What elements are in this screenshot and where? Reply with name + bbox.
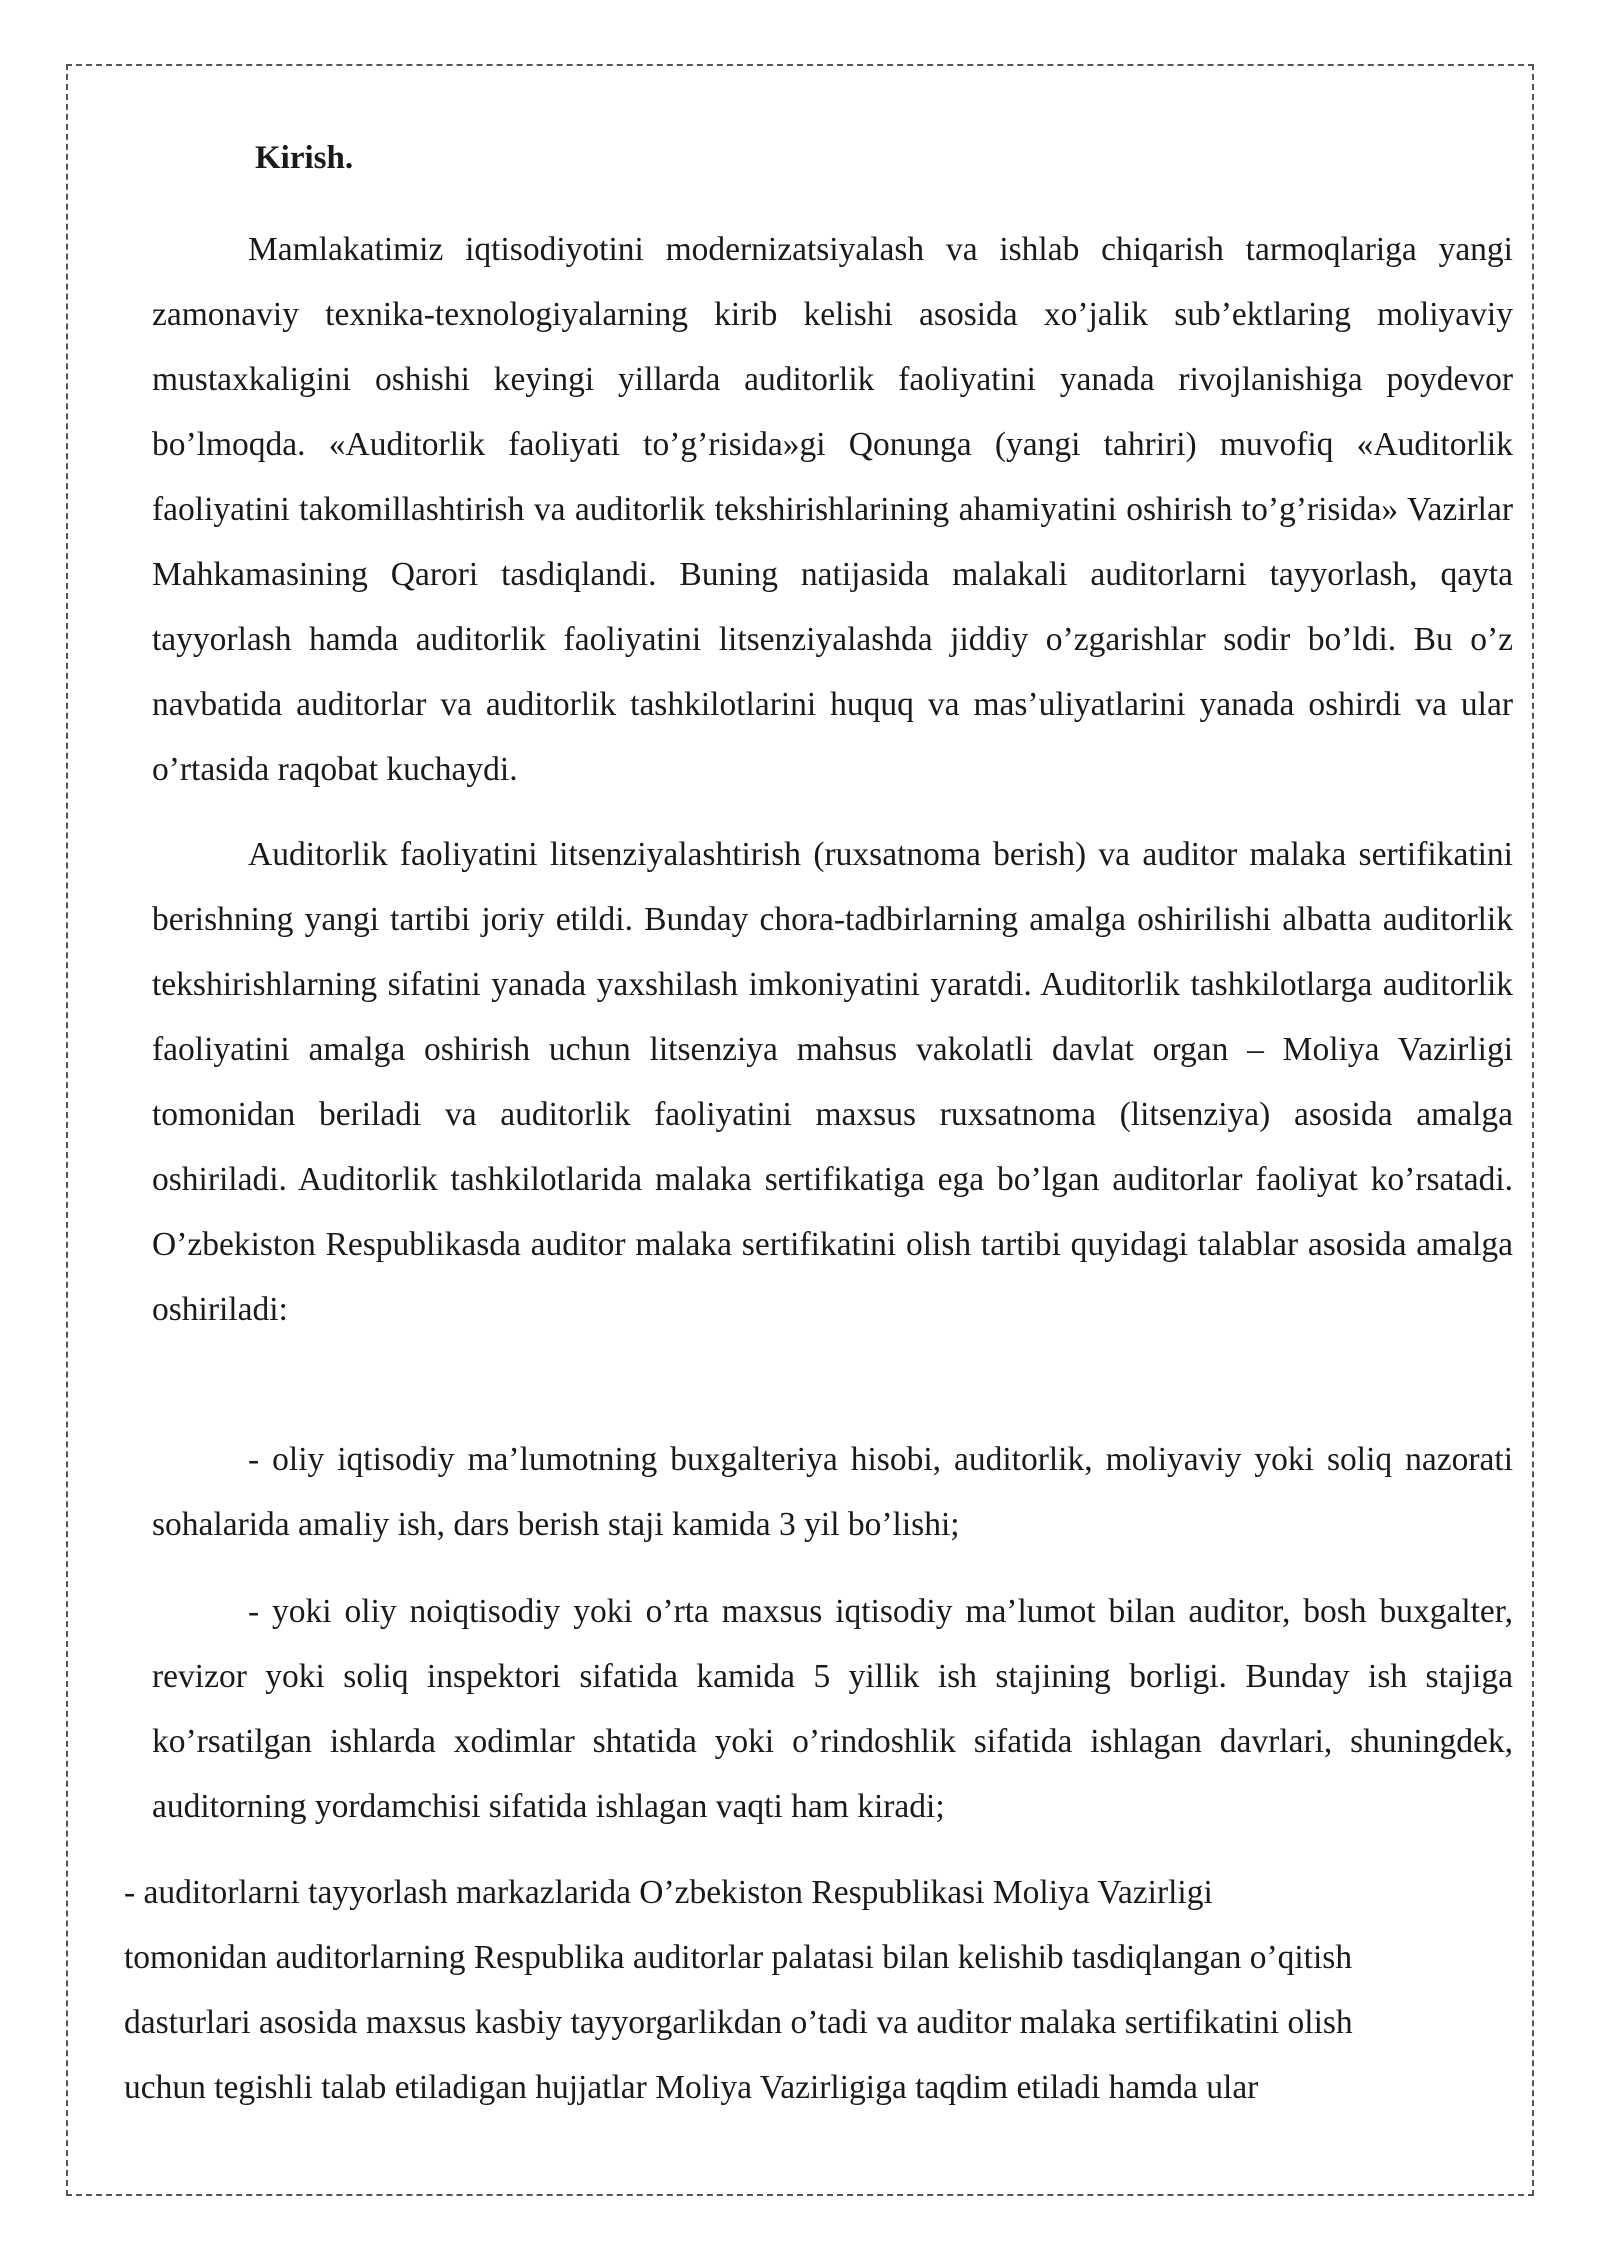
section-heading: Kirish. (255, 140, 354, 176)
text-line: dasturlari asosida maxsus kasbiy tayyorgarlikdan o’tadi va auditor malaka sertifikatini olish (124, 2004, 1353, 2041)
paragraph-requirement-1: - oliy iqtisodiy ma’lumotning buxgalteriya hisobi, auditorlik, moliyaviy yoki soliq nazorati sohalarida amaliy ish, dars berish staji kamida 3 yil bo’lishi; (152, 1441, 1513, 1543)
paragraph-introduction: Mamlakatimiz iqtisodiyotini modernizatsiyalash va ishlab chiqarish tarmoqlariga yangi zamonaviy texnika-texnologiyalarning kirib kelishi asosida xo’jalik sub’ektlaring moliyaviy mustaxkaligini oshishi keyingi yillarda auditorlik faoliyatini yanada rivojlanishiga poydevor bo’lmoqda. «Auditorlik faoliyati to’g’risida»gi Qonunga (yangi tahriri) muvofiq «Auditorlik faoliyatini takomillashtirish va auditorlik tekshirishlarining ahamiyatini oshirish to’g’risida» Vazirlar Mahkamasining Qarori tasdiqlandi. Buning natijasida malakali auditorlarni tayyorlash, qayta tayyorlash hamda auditorlik faoliyatini litsenziyalashda jiddiy o’zgarishlar sodir bo’ldi. Bu o’z navbatida auditorlar va auditorlik tashkilotlarini huquq va mas’uliyatlarini yanada oshirdi va ular o’rtasida raqobat kuchaydi. (152, 231, 1513, 788)
paragraph-requirement-3 (124, 1860, 1524, 2120)
text-line: - auditorlarni tayyorlash markazlarida O’zbekiston Respublikasi Moliya Vazirligi (124, 1874, 1213, 1911)
text-line: uchun tegishli talab etiladigan hujjatlar Moliya Vazirligiga taqdim etiladi hamda ular (124, 2069, 1259, 2106)
text-line: tomonidan auditorlarning Respublika auditorlar palatasi bilan kelishib tasdiqlangan o’qitish (124, 1939, 1353, 1976)
paragraph-requirement-2: - yoki oliy noiqtisodiy yoki o’rta maxsus iqtisodiy ma’lumot bilan auditor, bosh buxgalter, revizor yoki soliq inspektori sifatida kamida 5 yillik ish stajining borligi. Bunday ish stajiga ko’rsatilgan ishlarda xodimlar shtatida yoki o’rindoshlik sifatida ishlagan davrlari, shuningdek, auditorning yordamchisi sifatida ishlagan vaqti ham kiradi; (152, 1593, 1513, 1825)
paragraph-licensing: Auditorlik faoliyatini litsenziyalashtirish (ruxsatnoma berish) va auditor malaka sertifikatini berishning yangi tartibi joriy etildi. Bunday chora-tadbirlarning amalga oshirilishi albatta auditorlik tekshirishlarning sifatini yanada yaxshilash imkoniyatini yaratdi. Auditorlik tashkilotlarga auditorlik faoliyatini amalga oshirish uchun litsenziya mahsus vakolatli davlat organ – Moliya Vazirligi tomonidan beriladi va auditorlik faoliyatini maxsus ruxsatnoma (litsenziya) asosida amalga oshiriladi. Auditorlik tashkilotlarida malaka sertifikatiga ega bo’lgan auditorlar faoliyat ko’rsatadi. O’zbekiston Respublikasda auditor malaka sertifikatini olish tartibi quyidagi talablar asosida amalga oshiriladi: (152, 836, 1513, 1328)
